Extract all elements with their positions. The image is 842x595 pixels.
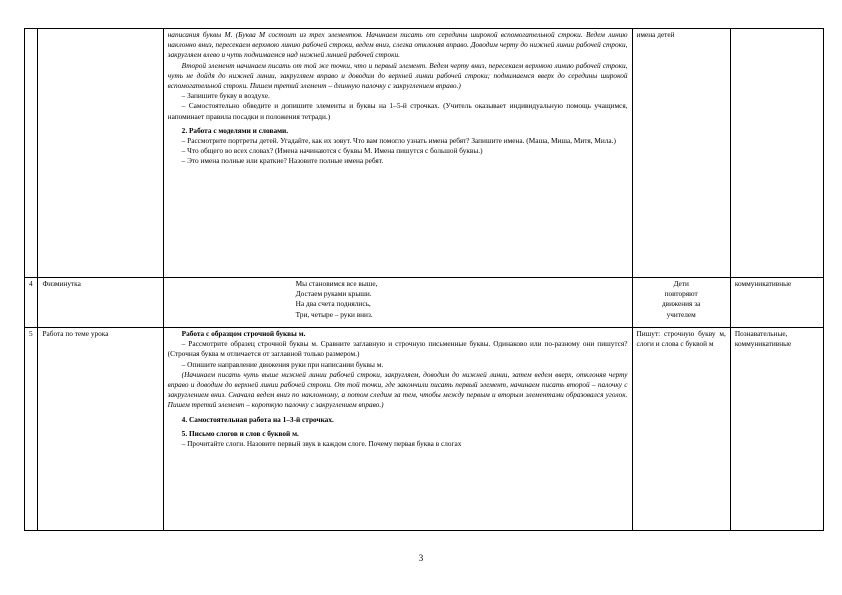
paragraph: – Это имена полные или краткие? Назовите полные имена ребят.: [181, 156, 384, 166]
activity-line: Дети: [673, 279, 689, 288]
table-row: [25, 278, 824, 328]
student-activity: [632, 278, 730, 328]
uud-cell: [730, 29, 823, 278]
lesson-table: [24, 28, 824, 531]
student-activity: [632, 328, 730, 531]
paragraph: – Запишите букву в воздухе.: [181, 91, 270, 101]
stage-name: Работа по теме урока: [38, 328, 163, 531]
row-number: 5: [25, 328, 38, 531]
uud-cell: коммуникативные: [730, 278, 823, 328]
paragraph: – Опишите направление движения руки при написании буквы м.: [181, 359, 384, 369]
paragraph: 5. Письмо слогов и слов с буквой м.: [181, 428, 299, 438]
paragraph: – Прочитайте слоги. Назовите первый звук в каждом слоге. Почему первая буква в слогах: [181, 439, 462, 449]
teacher-activity: [163, 278, 632, 328]
poem-line: Мы становимся все выше,: [295, 279, 378, 288]
teacher-activity: [163, 328, 632, 531]
paragraph: (Начинаем писать чуть выше нижней линии рабочей строки, закругляем, доводим до нижней линии, затем ведем вверх, отклоняя черту вправо и доводим до верхней линии рабочей строки. От той точки, где закончили писать первый элемент, начинаем писать второй – палочку с закруглением вниз. Сначала ведем вниз по наклонному, а потом следим за тем, чтобы между первым и вторым элементами образовался уголок. Пишем третий элемент – короткую палочку с закруглением вправо.): [167, 369, 628, 410]
paragraph: – Рассмотрите портреты детей. Угадайте, как их зовут. Что вам помогло узнать имена ребят? Запишите имена. (Маша, Миша, Митя, Мила.): [181, 136, 616, 146]
poem-line: Достаем руками крыши.: [295, 289, 372, 299]
poem: [168, 279, 628, 320]
paragraph: 2. Работа с моделями и словами.: [181, 125, 289, 135]
row-number: [25, 29, 38, 278]
table-row: [25, 328, 824, 531]
paragraph: – Самостоятельно обведите и допишите элементы и буквы на 1–5-й строчках. (Учитель оказывает индивидуальную помощь учащимся, напоминает правила посадки и положения тетради.): [167, 101, 628, 121]
stage-name: [38, 29, 163, 278]
paragraph: Работа с образцом строчной буквы м.: [181, 329, 306, 338]
poem-line: Три, четыре – руки вниз.: [295, 309, 373, 319]
stage-name: Физминутка: [38, 278, 163, 328]
activity-text: Пишут: строчную букву м, слоги и слова с буквой м: [636, 329, 726, 349]
activity-line: учителем: [666, 309, 696, 319]
paragraph: Второй элемент начинаем писать от той же точки, что и первый элемент. Ведем черту вниз, пересекаем верхнюю линию рабочей строки, чуть не дойдя до нижней линии, закругляем вправо и доводим до верхней линии рабочей строки; поднимаемся вверх до середины широкой вспомогательной строки. Пишем третий элемент – длинную палочку с закруглением вправо.): [167, 60, 628, 91]
paragraph: написания буквы М. (Буква М состоит из трех элементов. Начинаем писать от середины широкой вспомогательной строки. Ведем линию наклонно вниз, пересекаем верхнюю линию рабочей строки, ведем вниз, слегка отклоняя вправо. Доводим черту до нижней линии рабочей строки, закругляем влево и чуть поднимаемся над нижней линией рабочей строки.: [167, 30, 628, 60]
paragraph: – Рассмотрите образец строчной буквы м. Сравните заглавную и строчную письменные буквы. Одинаково или по-разному они пишутся? (Строчная буква м отличается от заглавной только размером.): [167, 339, 628, 359]
page-number: 3: [418, 553, 424, 563]
activity-line: движения за: [661, 299, 701, 309]
uud-cell: Познавательные, коммуникативные: [730, 328, 823, 531]
row-number: 4: [25, 278, 38, 328]
teacher-activity: [163, 29, 632, 278]
student-activity: имена детей: [632, 29, 730, 278]
activity-line: повторяют: [664, 289, 698, 299]
paragraph: – Что общего во всех словах? (Имена начинаются с буквы М. Имена пишутся с большой буквы.): [181, 146, 483, 156]
paragraph: 4. Самостоятельная работа на 1–3-й строчках.: [181, 414, 334, 424]
table-row: [25, 29, 824, 278]
poem-line: На два счета поднялись,: [295, 299, 371, 309]
